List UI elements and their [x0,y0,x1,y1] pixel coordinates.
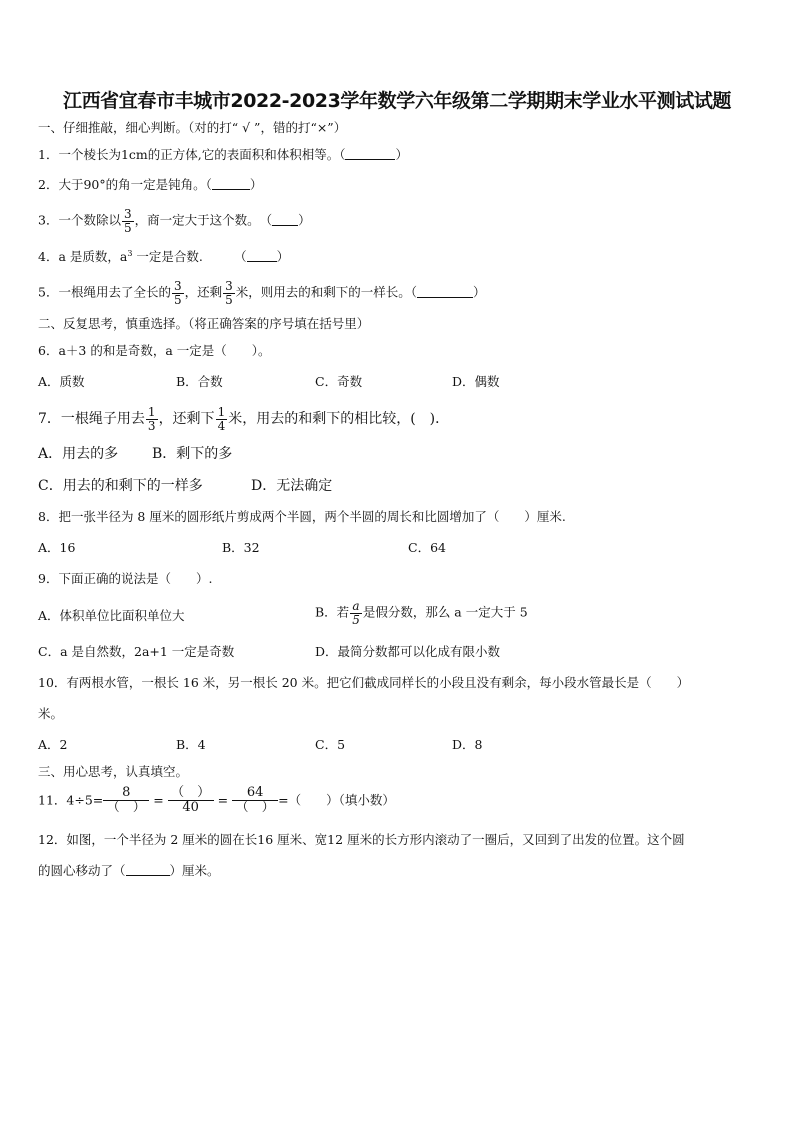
section-heading-1: 一、仔细推敲，细心判断。（对的打“ √ ”，错的打“×”） [38,120,347,135]
question-10-line-1: 10．有两根水管，一根长 16 米，另一根长 20 米。把它们截成同样长的小段且没有剩余，每小段水管最长是（ ） [38,675,690,690]
section-heading-2: 二、反复思考，慎重选择。（将正确答案的序号填在括号里） [38,316,370,331]
answer-blank[interactable] [272,214,298,226]
q6-option-a[interactable]: A．质数 [38,374,85,389]
question-6: 6．a＋3 的和是奇数，a 一定是（ ）。 [38,343,271,358]
question-10-line-2: 米。 [38,706,64,721]
q10-option-c[interactable]: C．5 [315,737,346,752]
q10-option-d[interactable]: D．8 [452,737,483,752]
question-2: 2．大于90°的角一定是钝角。（ ） [38,177,263,192]
q10-option-b[interactable]: B．4 [176,737,206,752]
q7-option-a[interactable]: A．用去的多 [38,446,119,462]
q9-option-a[interactable]: A．体积单位比面积单位大 [38,608,185,623]
q7-option-b[interactable]: B．剩下的多 [152,446,233,462]
fraction: $\frac{3}{5}$ [173,279,182,307]
question-7: 7．一根绳子用去 $\frac{1}{3}$ ，还剩下 $\frac{1}{4}$ 米，用去的和剩下的相比较，( )． [38,405,450,433]
q7-option-d[interactable]: D．无法确定 [251,478,333,494]
q8-option-b[interactable]: B．32 [222,540,260,555]
question-11: 11．4÷5= $\frac{8}{( )}$ = $\frac{( )}{40}$ = $\frac{64}{( )}$ =（ ）（填小数） [38,785,395,816]
fraction: $\frac{3}{5}$ [123,207,132,235]
question-12-line-1: 12．如图，一个半径为 2 厘米的圆在长16 厘米、宽12 厘米的长方形内滚动了一圈后，又回到了出发的位置。这个圆 [38,832,685,847]
page-title: 江西省宜春市丰城市2022-2023学年数学六年级第二学期期末学业水平测试试题 [62,90,732,112]
question-4: 4．a 是质数，$a^3$ 一定是合数. （ ） [38,249,290,265]
q7-option-c[interactable]: C．用去的和剩下的一样多 [38,478,203,494]
answer-blank[interactable] [247,250,277,262]
fraction: $\frac{1}{3}$ [147,405,156,433]
question-8: 8．把一张半径为 8 厘米的圆形纸片剪成两个半圆，两个半圆的周长和比圆增加了（ ）厘米. [38,509,566,524]
q8-option-a[interactable]: A．16 [38,540,76,555]
fraction: $\frac{( )}{40}$ [168,786,214,816]
q9-option-c[interactable]: C．a 是自然数，2a+1 一定是奇数 [38,644,235,659]
answer-blank[interactable] [126,864,170,876]
question-3: 3．一个数除以 $\frac{3}{5}$ ，商一定大于这个数。 （ ） [38,207,311,235]
q6-option-b[interactable]: B．合数 [176,374,223,389]
answer-blank[interactable] [345,148,395,160]
fraction: $\frac{3}{5}$ [225,279,233,307]
q10-option-a[interactable]: A．2 [38,737,68,752]
q6-option-c[interactable]: C．奇数 [315,374,363,389]
section-heading-3: 三、用心思考，认真填空。 [38,764,189,779]
fraction: $\frac{64}{( )}$ [232,786,278,816]
answer-blank[interactable] [212,178,250,190]
question-12-line-2: 的圆心移动了（ ）厘米。 [38,863,220,878]
question-5: 5．一根绳用去了全长的 $\frac{3}{5}$ ，还剩 $\frac{3}{5}$ 米，则用去的和剩下的一样长。（ ） [38,279,486,307]
question-1: 1．一个棱长为1cm的正方体,它的表面积和体积相等。（ ） [38,147,408,162]
question-9: 9．下面正确的说法是（ ）. [38,571,213,586]
fraction: $\frac{a}{5}$ [352,599,360,627]
answer-blank[interactable] [417,286,473,298]
q6-option-d[interactable]: D．偶数 [452,374,500,389]
q8-option-c[interactable]: C．64 [408,540,446,555]
fraction: $\frac{1}{4}$ [217,405,226,433]
q9-option-d[interactable]: D．最简分数都可以化成有限小数 [315,644,501,659]
fraction: $\frac{8}{( )}$ [103,786,149,816]
q9-option-b[interactable]: B．若 $\frac{a}{5}$ 是假分数，那么 a 一定大于 5 [315,599,528,627]
